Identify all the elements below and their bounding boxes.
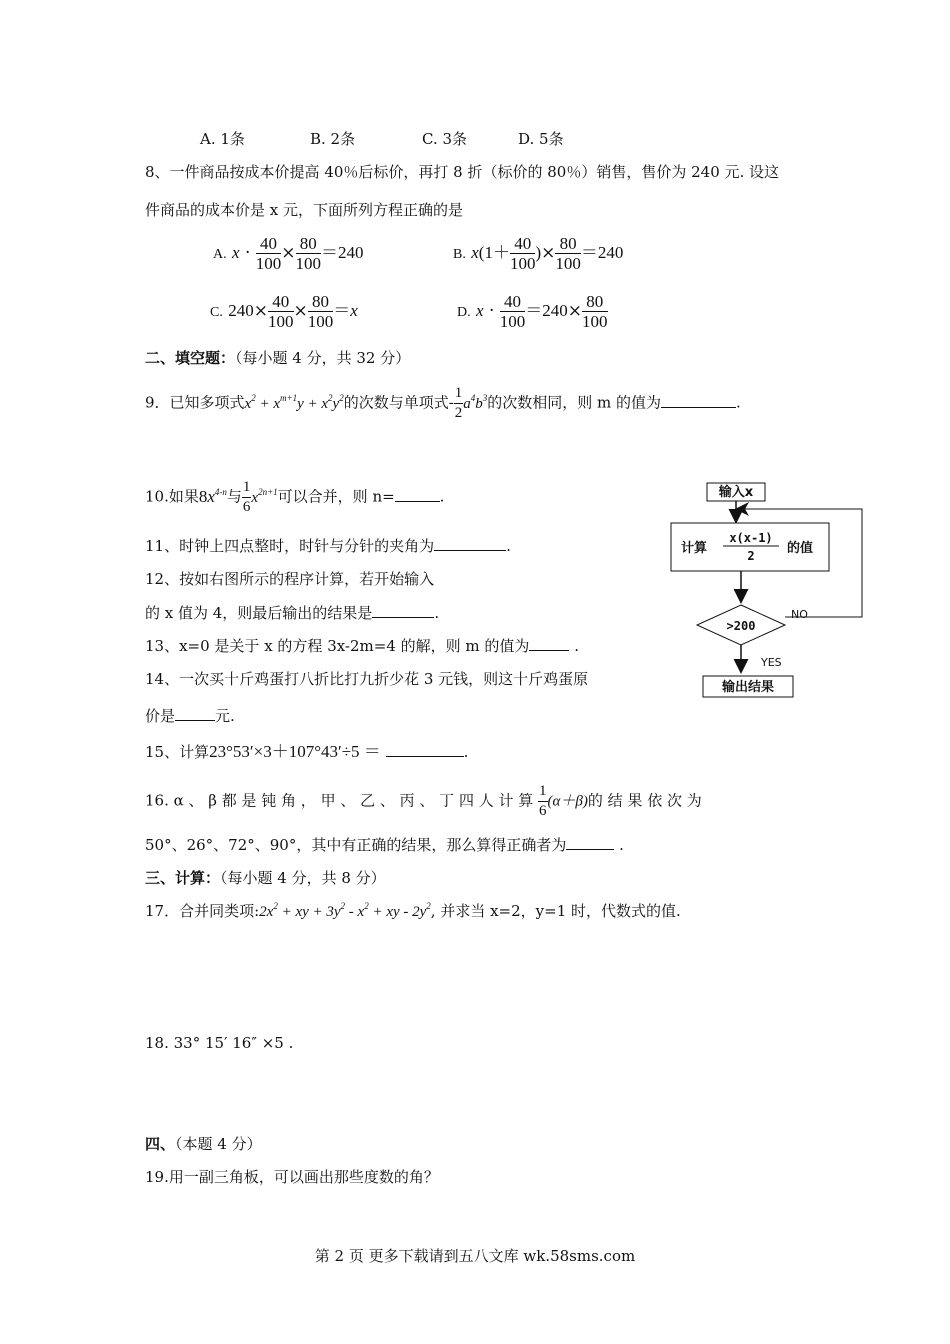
q17: 17．合并同类项$:2x^2$ + xy + $3y^2 - x^2$ + xy - $2y^2$, 并求当 x=2，y=1 时，代数式的值. [145, 901, 681, 920]
q8-option-c: C. 240× $\frac{40}{100}$ × $\frac{80}{100}$ ＝x [210, 292, 358, 331]
q15: 15、计算23°53′×3＋107°43′÷5 ＝ . [145, 742, 469, 761]
program-flowchart [665, 475, 875, 705]
q12-answer-blank[interactable] [372, 603, 434, 618]
q19: 19.用一副三角板，可以画出那些度数的角？ [145, 1168, 439, 1186]
section3-heading: 三、计算：（每小题 4 分，共 8 分） [145, 869, 386, 887]
q12-line1: 12、按如右图所示的程序计算，若开始输入 [145, 570, 435, 588]
section4-heading: 四、（本题 4 分） [145, 1135, 262, 1153]
q7-option-d: D. 5条 [518, 130, 564, 148]
flow-input-label: 输入x [718, 485, 754, 500]
q10: 10.如果$8x^{4-n}$与 $\frac{1}{6}$ $x^{2n+1}$可以合并，则 n= . [145, 479, 445, 515]
q13: 13、x=0 是关于 x 的方程 3x-2m=4 的解，则 m 的值为 . [145, 637, 579, 655]
q9-answer-blank[interactable] [661, 393, 736, 408]
flow-calc-denominator: 2 [747, 549, 755, 563]
q14-line1: 14、一次买十斤鸡蛋打八折比打九折少花 3 元钱，则这十斤鸡蛋原 [145, 670, 589, 688]
flow-output-label: 输出结果 [721, 680, 775, 695]
flow-condition-label: >200 [726, 619, 756, 633]
q16-line2: 50°、26°、72°、90°，其中有正确的结果，那么算得正确者为 . [145, 836, 624, 854]
q18: 18. 33° 15′ 16″ ×5 . [145, 1034, 294, 1052]
q7-option-a: A. 1条 [200, 130, 245, 148]
q8-option-b: B. x(1＋ $\frac{40}{100}$ )× $\frac{80}{100}$ ＝240 [453, 234, 624, 273]
q16-answer-blank[interactable] [566, 835, 614, 850]
q13-answer-blank[interactable] [529, 636, 569, 651]
q8-text-line2: 件商品的成本价是 x 元，下面所列方程正确的是 [145, 201, 463, 219]
flow-yes-label: YES [761, 656, 782, 669]
q16-line1: 16. α 、 β 都 是 钝 角 ， 甲 、 乙 、 丙 、 丁 四 人 计 算 $\frac{1}{6}$ (α＋β)的 结 果 依 次 为 [145, 783, 702, 819]
q14-answer-blank[interactable] [175, 706, 215, 721]
q8-option-a: A. x · $\frac{40}{100}$ × $\frac{80}{100}$ ＝240 [213, 234, 364, 273]
section2-heading: 二、填空题：（每小题 4 分，共 32 分） [145, 349, 411, 367]
flow-calc-numerator: x(x-1) [729, 531, 773, 545]
q11: 11、时钟上四点整时，时针与分针的夹角为 . [145, 537, 511, 555]
page-footer: 第 2 页 更多下载请到五八文库 wk.58sms.com [314, 1247, 636, 1265]
q8-option-d: D. x · $\frac{40}{100}$ ＝240× $\frac{80}{100}$ [457, 292, 608, 331]
q10-answer-blank[interactable] [395, 487, 440, 502]
q9: 9．已知多项式$x^2 + x^{m+1}y + x^2y^2$的次数与单项式- $\frac{1}{2}$ $a^4b^3$的次数相同，则 m 的值为 . [145, 385, 741, 421]
flow-calc-suffix: 的值 [787, 541, 814, 556]
q11-answer-blank[interactable] [434, 536, 506, 551]
q8-text-line1: 8、一件商品按成本价提高 40％后标价，再打 8 折（标价的 80％）销售，售价为 240 元. 设这 [145, 163, 780, 181]
q15-answer-blank[interactable] [386, 742, 464, 757]
q12-line2: 的 x 值为 4，则最后输出的结果是 . [145, 604, 440, 622]
q7-option-b: B. 2条 [310, 130, 356, 148]
flow-calc-prefix: 计算 [681, 541, 708, 556]
q14-line2: 价是 元. [145, 707, 235, 725]
q7-option-c: C. 3条 [422, 130, 468, 148]
flow-no-label: NO [791, 608, 808, 621]
